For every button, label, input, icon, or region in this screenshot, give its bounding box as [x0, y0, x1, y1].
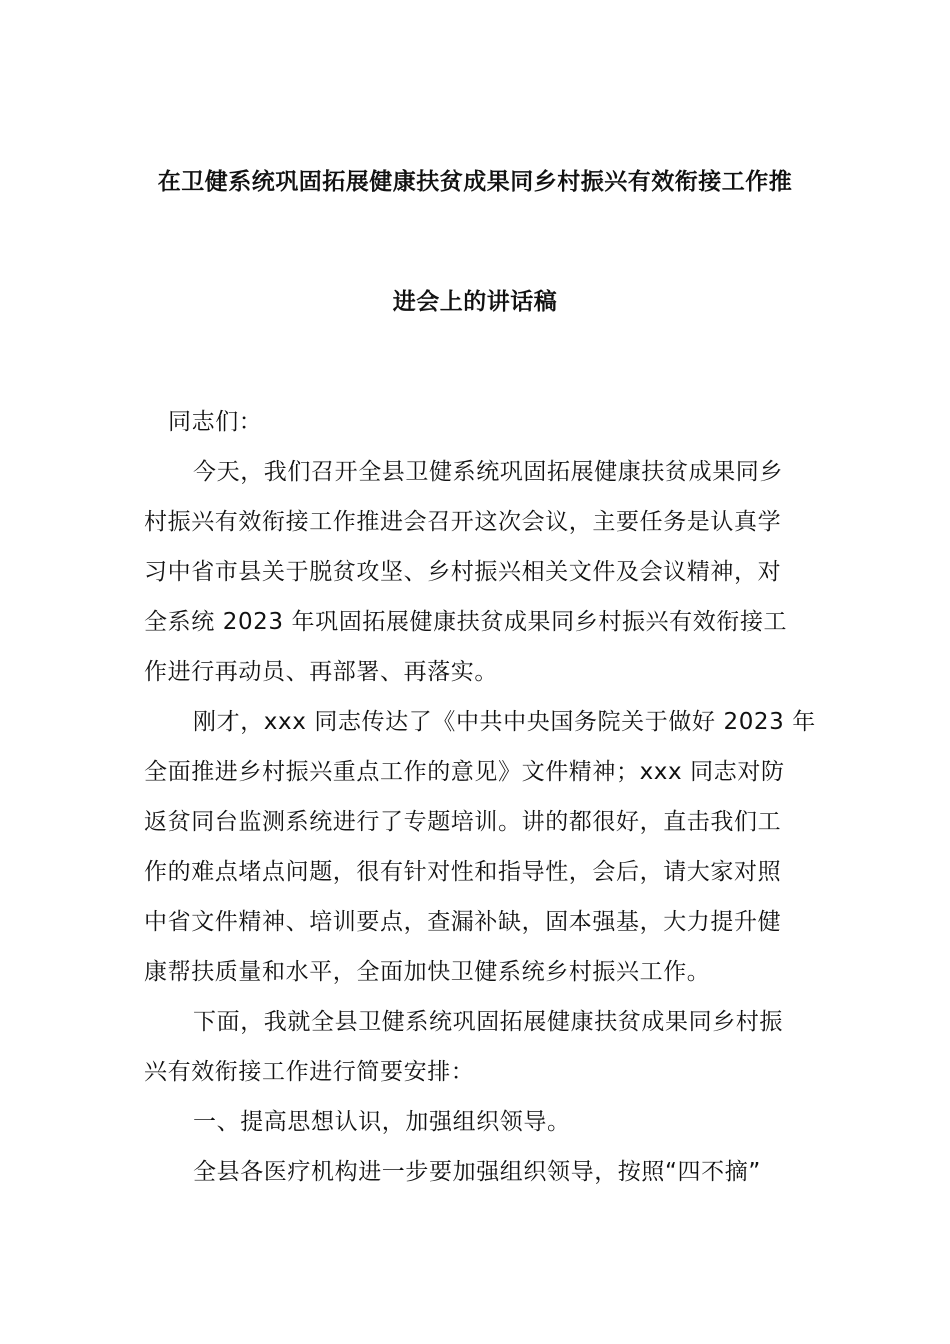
paragraph-line: 习中省市县关于脱贫攻坚、乡村振兴相关文件及会议精神，对: [144, 559, 782, 585]
document-title-line-1: 在卫健系统巩固拓展健康扶贫成果同乡村振兴有效衔接工作推: [157, 169, 793, 195]
paragraph-line: 全系统 2023 年巩固拓展健康扶贫成果同乡村振兴有效衔接工: [144, 609, 788, 635]
paragraph-line: 村振兴有效衔接工作推进会召开这次会议，主要任务是认真学: [144, 509, 782, 535]
document-title-line-2: 进会上的讲话稿: [392, 289, 558, 315]
paragraph-line: 作进行再动员、再部署、再落实。: [144, 659, 498, 685]
paragraph-line: 中省文件精神、培训要点，查漏补缺，固本强基，大力提升健: [144, 909, 782, 935]
paragraph-line: 兴有效衔接工作进行简要安排：: [144, 1059, 475, 1085]
paragraph-line: 返贫同台监测系统进行了专题培训。讲的都很好，直击我们工: [144, 809, 782, 835]
salutation: 同志们：: [168, 409, 263, 435]
section-heading: 一、提高思想认识，加强组织领导。: [193, 1109, 571, 1135]
paragraph-line: 作的难点堵点问题，很有针对性和指导性，会后，请大家对照: [144, 859, 782, 885]
paragraph-line: 下面，我就全县卫健系统巩固拓展健康扶贫成果同乡村振: [193, 1009, 783, 1035]
paragraph-line: 全面推进乡村振兴重点工作的意见》文件精神；xxx 同志对防: [144, 759, 785, 785]
paragraph-line: 全县各医疗机构进一步要加强组织领导，按照“四不摘”: [193, 1159, 761, 1185]
paragraph-line: 康帮扶质量和水平，全面加快卫健系统乡村振兴工作。: [144, 959, 711, 985]
paragraph-line: 今天，我们召开全县卫健系统巩固拓展健康扶贫成果同乡: [193, 459, 783, 485]
paragraph-line: 刚才，xxx 同志传达了《中共中央国务院关于做好 2023 年: [193, 709, 816, 735]
